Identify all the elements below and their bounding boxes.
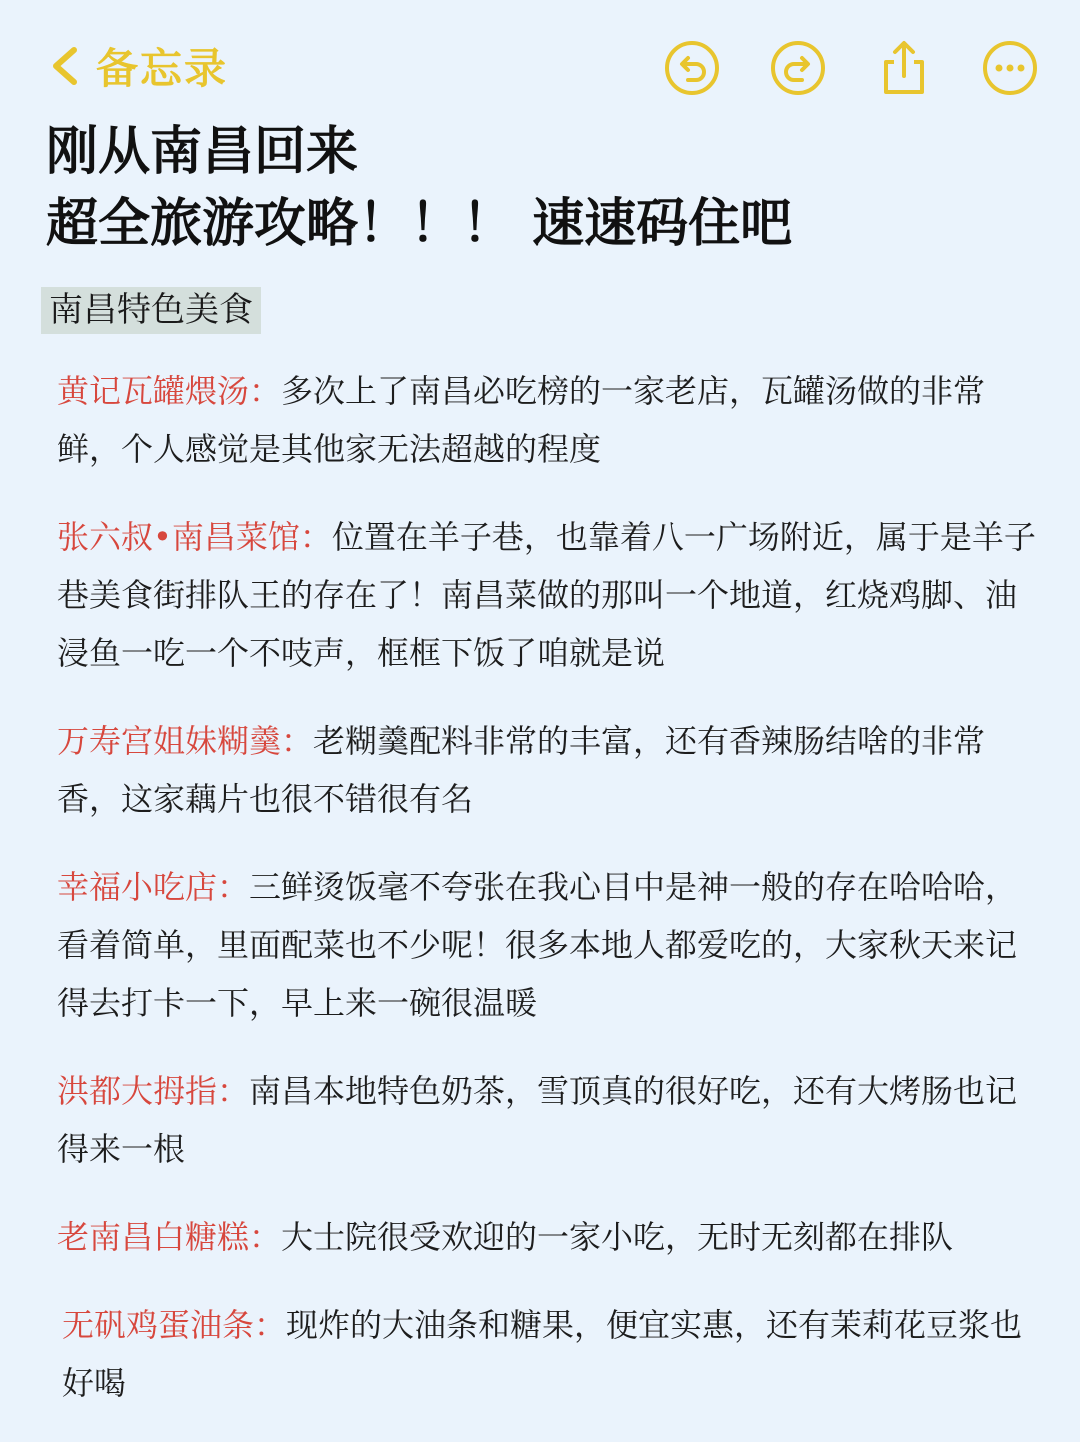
share-icon [874,38,934,98]
redo-button[interactable] [768,38,828,98]
entry-separator: ： [299,518,332,556]
entry-name: 洪都大拇指 [57,1072,218,1110]
back-button-label: 备忘录 [96,44,229,93]
entry-text: 现炸的大油条和糖果，便宜实惠，还有茉莉花豆浆也好喝 [62,1306,1023,1402]
food-entry [57,1062,1047,1178]
more-icon [980,38,1040,98]
entry-name: 黄记瓦罐煨汤 [57,372,250,410]
note-title-line-1: 刚从南昌回来 [46,122,359,182]
back-button[interactable] [48,36,228,96]
entry-name: 无矾鸡蛋油条 [62,1306,255,1344]
food-entry [57,712,1047,828]
entry-name: 老南昌白糖糕 [57,1218,250,1256]
entry-text: 三鲜烫饭毫不夸张在我心目中是神一般的存在哈哈哈，看着简单，里面配菜也不少呢！很多本地人都爱吃的，大家秋天来记得去打卡一下，早上来一碗很温暖 [57,868,1018,1022]
undo-button[interactable] [662,38,722,98]
note-body[interactable] [57,362,1047,1442]
entry-separator: ： [281,722,314,760]
food-entry [57,858,1047,1032]
entry-text: 南昌本地特色奶茶，雪顶真的很好吃，还有大烤肠也记得来一根 [57,1072,1018,1168]
entry-separator: ： [217,1072,250,1110]
entry-text: 位置在羊子巷，也靠着八一广场附近，属于是羊子巷美食街排队王的存在了！南昌菜做的那叫一个地道，红烧鸡脚、油浸鱼一吃一个不吱声，框框下饭了咱就是说 [57,518,1036,672]
entry-name: 幸福小吃店 [57,868,218,906]
more-button[interactable] [980,38,1040,98]
food-entry [57,1208,1047,1266]
section-heading: 南昌特色美食 [41,287,261,334]
food-entry [57,362,1047,478]
share-button[interactable] [874,38,934,98]
entry-separator: ： [249,372,282,410]
entry-separator: ： [249,1218,282,1256]
food-entry [57,508,1047,682]
entry-separator: ： [254,1306,287,1344]
redo-icon [768,38,828,98]
entry-name: 万寿宫姐妹糊羹 [57,722,282,760]
undo-icon [662,38,722,98]
entry-name: 张六叔•南昌菜馆 [57,518,300,556]
note-title[interactable] [46,116,792,260]
entry-text: 多次上了南昌必吃榜的一家老店，瓦罐汤做的非常鲜，个人感觉是其他家无法超越的程度 [57,372,986,468]
note-title-line-2: 超全旅游攻略！！！ 速速码住吧 [46,194,793,254]
toolbar-actions [662,38,1040,98]
top-navigation-bar [0,0,1080,130]
entry-separator: ： [217,868,250,906]
entry-text: 大士院很受欢迎的一家小吃，无时无刻都在排队 [281,1218,954,1256]
chevron-left-icon [48,44,82,88]
food-entry [62,1296,1047,1412]
entry-text: 老糊羹配料非常的丰富，还有香辣肠结啥的非常香，这家藕片也很不错很有名 [57,722,986,818]
